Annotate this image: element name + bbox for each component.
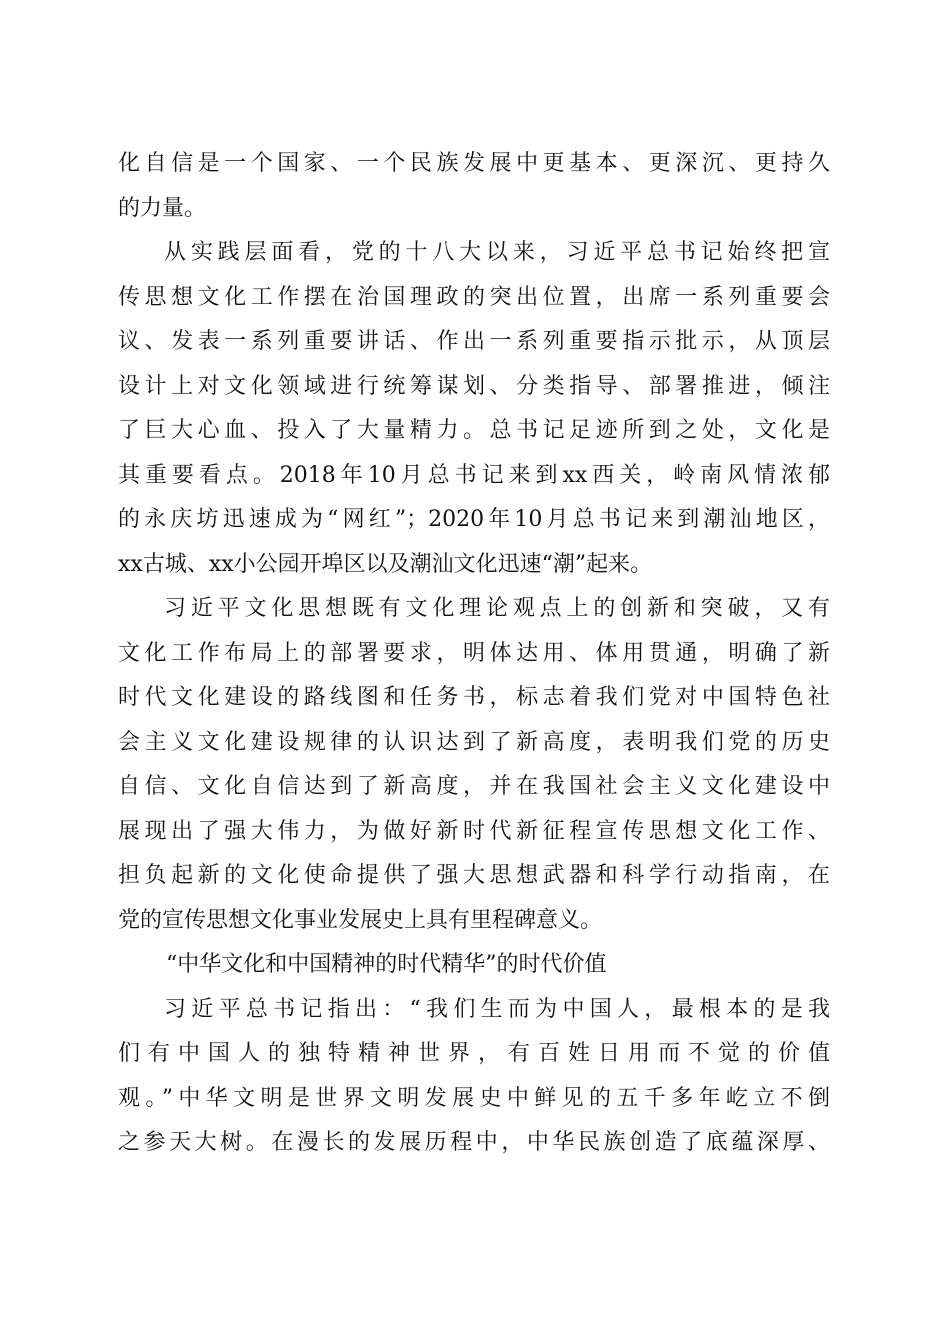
- text-line: 会主义文化建设规律的认识达到了新高度，表明我们党的历史: [118, 729, 830, 755]
- text-line: 化自信是一个国家、一个民族发展中更基本、更深沉、更持久: [118, 151, 830, 176]
- text-line: 的力量。: [118, 195, 207, 221]
- section-heading: [118, 943, 830, 988]
- text-line: 习近平文化思想既有文化理论观点上的创新和突破，又有: [164, 596, 830, 621]
- text-line: 议、发表一系列重要讲话、作出一系列重要指示批示，从顶层: [118, 329, 830, 354]
- text-line: 展现出了强大伟力，为做好新时代新征程宣传思想文化工作、: [118, 818, 830, 844]
- body-text: [118, 142, 830, 1166]
- text-line: 习近平总书记指出：“我们生而为中国人，最根本的是我: [164, 996, 830, 1022]
- text-line: 观。”中华文明是世界文明发展史中鲜见的五千多年屹立不倒: [118, 1085, 830, 1111]
- paragraph-continuation: [118, 142, 830, 231]
- paragraph-thought: [118, 587, 830, 943]
- text-line: 的永庆坊迅速成为“网红”；2020年10月总书记来到潮汕地区，: [118, 507, 830, 532]
- text-line: 之参天大树。在漫长的发展历程中，中华民族创造了底蕴深厚、: [118, 1130, 830, 1155]
- text-line: 文化工作布局上的部署要求，明体达用、体用贯通，明确了新: [118, 640, 830, 666]
- text-line: 其重要看点。2018年10月总书记来到xx西关，岭南风情浓郁: [118, 462, 830, 488]
- section-heading-text: “中华文化和中国精神的时代精华”的时代价值: [166, 952, 607, 977]
- text-line: 党的宣传思想文化事业发展史上具有里程碑意义。: [118, 907, 603, 933]
- paragraph-practice: [118, 231, 830, 587]
- text-line: 设计上对文化领域进行统筹谋划、分类指导、部署推进，倾注: [118, 373, 830, 399]
- text-line: 从实践层面看，党的十八大以来，习近平总书记始终把宣: [164, 240, 830, 265]
- text-line: 传思想文化工作摆在治国理政的突出位置，出席一系列重要会: [118, 284, 830, 310]
- text-line: 担负起新的文化使命提供了强大思想武器和科学行动指南，在: [118, 863, 830, 888]
- text-line: 了巨大心血、投入了大量精力。总书记足迹所到之处，文化是: [118, 418, 830, 443]
- text-line: xx古城、xx小公园开埠区以及潮汕文化迅速“潮”起来。: [118, 551, 653, 577]
- text-line: 时代文化建设的路线图和任务书，标志着我们党对中国特色社: [118, 685, 830, 710]
- text-line: 们有中国人的独特精神世界，有百姓日用而不觉的价值: [118, 1041, 830, 1066]
- paragraph-quote: [118, 988, 830, 1166]
- text-line: 自信、文化自信达到了新高度，并在我国社会主义文化建设中: [118, 774, 830, 799]
